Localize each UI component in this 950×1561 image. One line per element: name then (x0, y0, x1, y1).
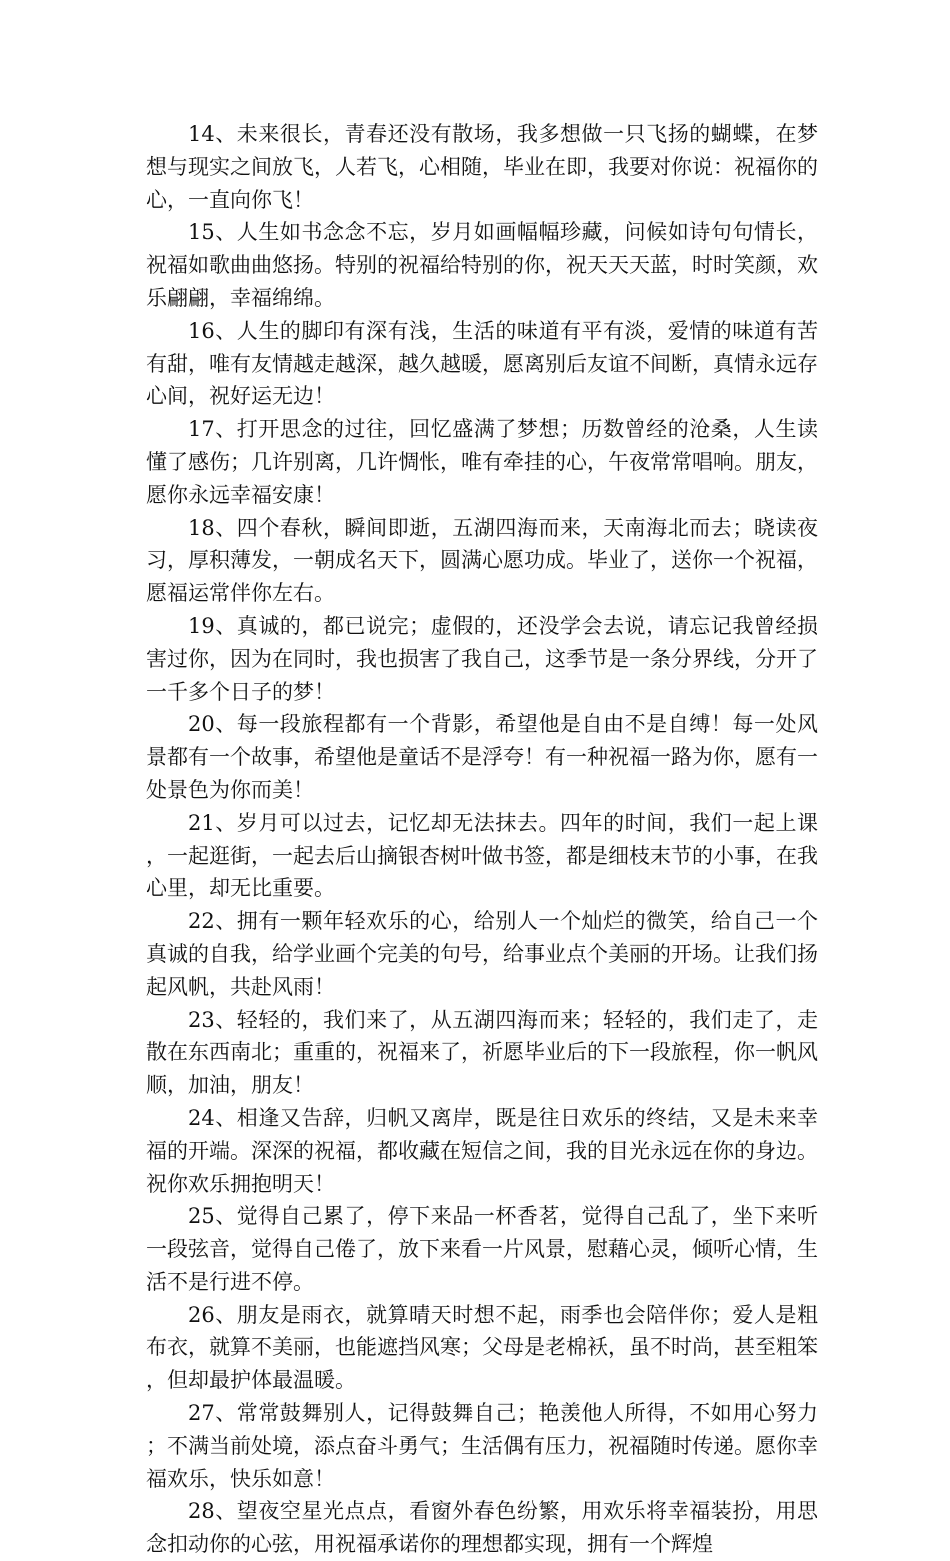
paragraph-18: 18、四个春秋，瞬间即逝，五湖四海而来，天南海北而去；晓读夜习，厚积薄发，一朝成名天下，圆满心愿功成。毕业了，送你一个祝福，愿福运常伴你左右。 (146, 515, 818, 606)
document-body (146, 118, 818, 1561)
paragraph-19: 19、真诚的，都已说完；虚假的，还没学会去说，请忘记我曾经损害过你，因为在同时，我也损害了我自己，这季节是一条分界线，分开了一千多个日子的梦！ (146, 613, 818, 704)
paragraph-15: 15、人生如书念念不忘，岁月如画幅幅珍藏，问候如诗句句情长，祝福如歌曲曲悠扬。特别的祝福给特别的你，祝天天天蓝，时时笑颜，欢乐翩翩，幸福绵绵。 (146, 220, 818, 310)
paragraph-25: 25、觉得自己累了，停下来品一杯香茗，觉得自己乱了，坐下来听一段弦音，觉得自己倦了，放下来看一片风景，慰藉心灵，倾听心情，生活不是行进不停。 (146, 1204, 818, 1294)
paragraph-21: 21、岁月可以过去，记忆却无法抹去。四年的时间，我们一起上课，一起逛街，一起去后山摘银杏树叶做书签，都是细枝末节的小事，在我心里，却无比重要。 (146, 810, 818, 901)
paragraph-27: 27、常常鼓舞别人，记得鼓舞自己；艳羡他人所得，不如用心努力；不满当前处境，添点奋斗勇气；生活偶有压力，祝福随时传递。愿你幸福欢乐，快乐如意！ (146, 1401, 818, 1491)
paragraph-17: 17、打开思念的过往，回忆盛满了梦想；历数曾经的沧桑，人生读懂了感伤；几许别离，几许惆怅，唯有牵挂的心，午夜常常唱响。朋友，愿你永远幸福安康！ (146, 417, 818, 507)
paragraph-28: 28、望夜空星光点点，看窗外春色纷繁，用欢乐将幸福装扮，用思念扣动你的心弦，用祝福承诺你的理想都实现，拥有一个辉煌 (146, 1499, 818, 1557)
paragraph-23: 23、轻轻的，我们来了，从五湖四海而来；轻轻的，我们走了，走散在东西南北；重重的，祝福来了，祈愿毕业后的下一段旅程，你一帆风顺，加油，朋友！ (146, 1007, 818, 1098)
paragraph-14: 14、未来很长，青春还没有散场，我多想做一只飞扬的蝴蝶，在梦想与现实之间放飞，人若飞，心相随，毕业在即，我要对你说：祝福你的心，一直向你飞！ (146, 122, 818, 212)
paragraph-26: 26、朋友是雨衣，就算晴天时想不起，雨季也会陪伴你；爱人是粗布衣，就算不美丽，也能遮挡风寒；父母是老棉袄，虽不时尚，甚至粗笨，但却最护体最温暖。 (146, 1302, 818, 1393)
paragraph-24: 24、相逢又告辞，归帆又离岸，既是往日欢乐的终结，又是未来幸福的开端。深深的祝福，都收藏在短信之间，我的目光永远在你的身边。祝你欢乐拥抱明天！ (146, 1105, 818, 1196)
paragraph-20: 20、每一段旅程都有一个背影，希望他是自由不是自缚！每一处风景都有一个故事，希望他是童话不是浮夸！有一种祝福一路为你，愿有一处景色为你而美！ (146, 712, 818, 802)
paragraph-16: 16、人生的脚印有深有浅，生活的味道有平有淡，爱情的味道有苦有甜，唯有友情越走越深，越久越暖，愿离别后友谊不间断，真情永远存心间，祝好运无边！ (146, 318, 818, 409)
paragraph-22: 22、拥有一颗年轻欢乐的心，给别人一个灿烂的微笑，给自己一个真诚的自我，给学业画个完美的句号，给事业点个美丽的开场。让我们扬起风帆，共赴风雨！ (146, 909, 818, 999)
